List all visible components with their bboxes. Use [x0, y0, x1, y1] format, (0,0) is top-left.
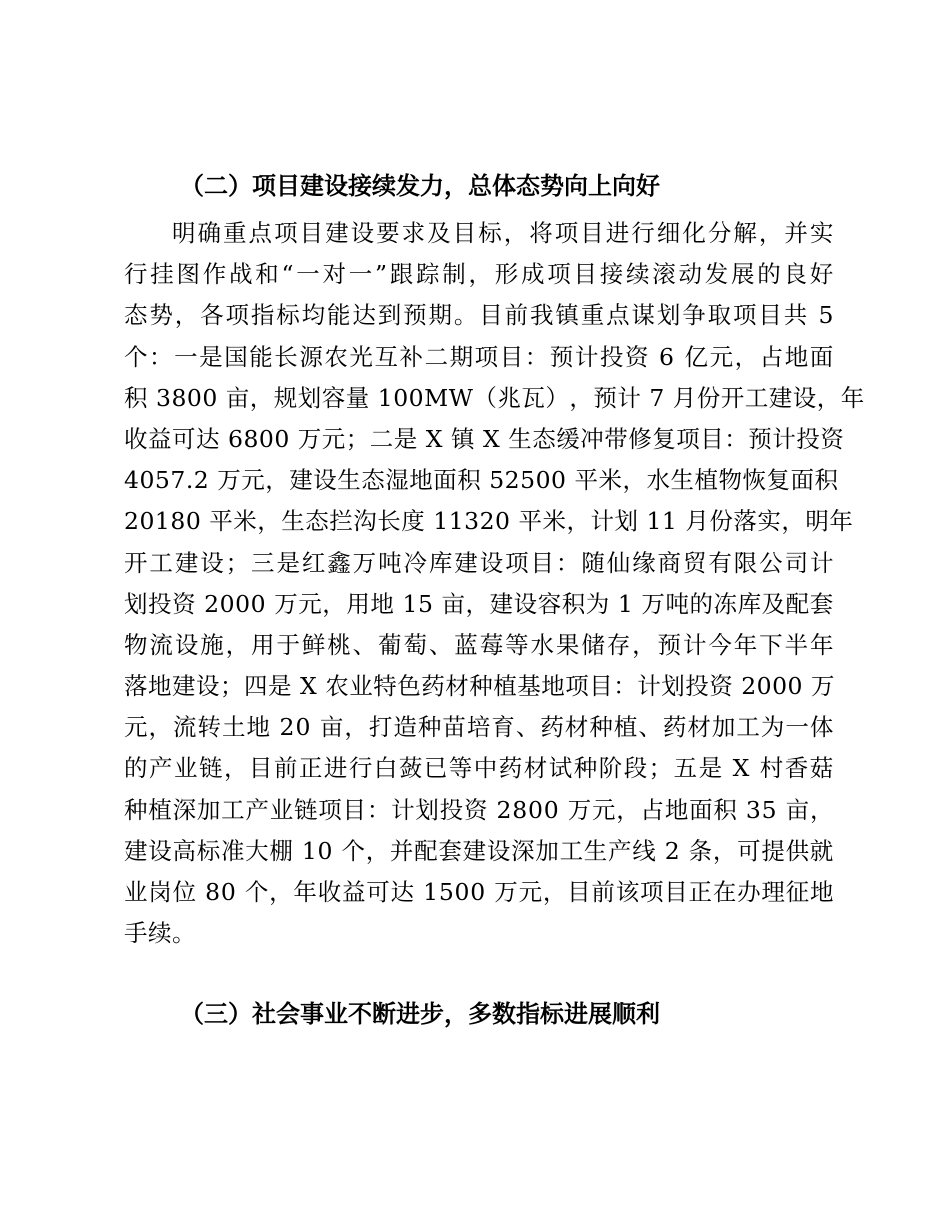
paragraph-line: 2 0 1 8 0 平 米 ， 生 态 拦 沟 长 度 1 1 3 2 0 平 米 ， 计 划 1 1 月 份 落 实 ， 明 年: [124, 507, 854, 536]
paragraph-line: 行 挂 图 作 战 和 “ 一 对 一 ” 跟 踪 制 ， 形 成 项 目 接 续 滚 动 发 展 的 良 好: [124, 260, 834, 289]
paragraph-body: [124, 213, 865, 954]
paragraph-line: 物 流 设 施 ， 用 于 鲜 桃 、 葡 萄 、 蓝 莓 等 水 果 储 存 ， 预 计 今 年 下 半 年: [124, 630, 834, 659]
section-heading-2: （二）项目建设接续发力，总体态势向上向好: [180, 171, 660, 200]
paragraph-line: 元 ， 流 转 土 地 2 0 亩 ， 打 造 种 苗 培 育 、 药 材 种 植 、 药 材 加 工 为 一 体: [124, 713, 834, 742]
paragraph-line: 收 益 可 达 6 8 0 0 万 元 ； 二 是 X 镇 X 生 态 缓 冲 带 修 复 项 目 ： 预 计 投 资: [124, 424, 845, 453]
paragraph-line: 态 势 ， 各 项 指 标 均 能 达 到 预 期 。 目 前 我 镇 重 点 谋 划 争 取 项 目 共 5: [124, 301, 834, 330]
section-heading-3: （三）社会事业不断进步，多数指标进展顺利: [180, 999, 660, 1028]
paragraph-line: 手续。: [124, 919, 196, 948]
paragraph-line: 4 0 5 7 . 2 万 元 ， 建 设 生 态 湿 地 面 积 5 2 5 0 0 平 米 ， 水 生 植 物 恢 复 面 积: [124, 466, 839, 495]
paragraph-line: 落 地 建 设 ； 四 是 X 农 业 特 色 药 材 种 植 基 地 项 目 ： 计 划 投 资 2 0 0 0 万: [124, 672, 835, 701]
paragraph-line: 个 ： 一 是 国 能 长 源 农 光 互 补 二 期 项 目 ： 预 计 投 资 6 亿 元 ， 占 地 面: [124, 342, 834, 371]
paragraph-line: 业 岗 位 8 0 个 ， 年 收 益 可 达 1 5 0 0 万 元 ， 目 前 该 项 目 正 在 办 理 征 地: [124, 878, 834, 906]
paragraph-line: 建 设 高 标 准 大 棚 1 0 个 ， 并 配 套 建 设 深 加 工 生 产 线 2 条 ， 可 提 供 就: [124, 836, 834, 865]
paragraph-line: 积 3 8 0 0 亩 ， 规 划 容 量 1 0 0 M W （ 兆 瓦 ） ， 预 计 7 月 份 开 工 建 设 ， 年: [124, 383, 865, 412]
paragraph-line: 种 植 深 加 工 产 业 链 项 目 ： 计 划 投 资 2 8 0 0 万 元 ， 占 地 面 积 3 5 亩 ，: [124, 795, 834, 824]
paragraph-line: 划 投 资 2 0 0 0 万 元 ， 用 地 1 5 亩 ， 建 设 容 积 为 1 万 吨 的 冻 库 及 配 套: [124, 589, 834, 618]
paragraph-line: 明 确 重 点 项 目 建 设 要 求 及 目 标 ， 将 项 目 进 行 细 化 分 解 ， 并 实: [172, 219, 834, 247]
paragraph-line: 的 产 业 链 ， 目 前 正 进 行 白 蔹 已 等 中 药 材 试 种 阶 段 ； 五 是 X 村 香 菇: [124, 754, 834, 783]
paragraph-line: 开 工 建 设 ； 三 是 红 鑫 万 吨 冷 库 建 设 项 目 ： 随 仙 缘 商 贸 有 限 公 司 计: [124, 548, 834, 577]
